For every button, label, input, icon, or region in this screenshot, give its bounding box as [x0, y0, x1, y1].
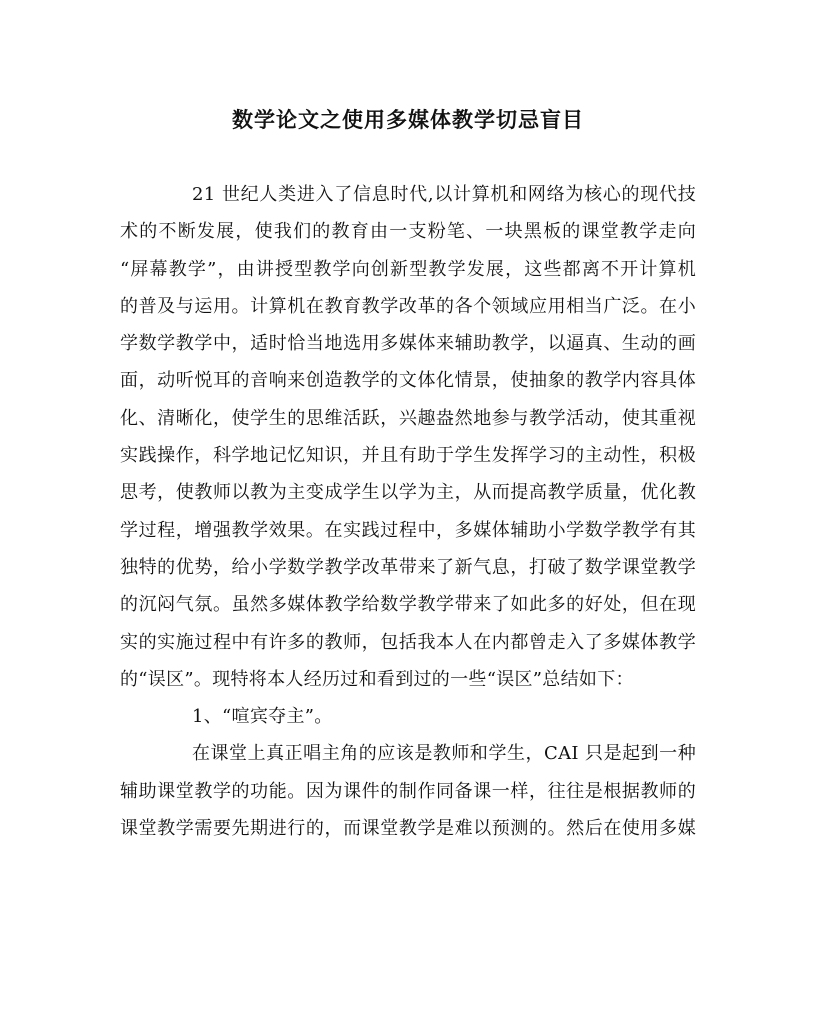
paragraph-line: 化、清晰化，使学生的思维活跃，兴趣盎然地参与教学活动，使其重视	[120, 407, 696, 429]
paragraph-line: 学数学教学中，适时恰当地选用多媒体来辅助教学，以逼真、生动的画	[120, 333, 696, 355]
paragraph-line: 的普及与运用。计算机在教育教学改革的各个领域应用相当广泛。在小	[120, 295, 696, 317]
section-heading: 1、“喧宾夺主”。	[192, 706, 333, 728]
paragraph-line: 学过程，增强教学效果。在实践过程中，多媒体辅助小学数学教学有其	[120, 519, 696, 541]
paragraph-line: 在课堂上真正唱主角的应该是教师和学生，CAI 只是起到一种	[192, 743, 696, 765]
paragraph-line: 面，动听悦耳的音响来创造教学的文体化情景，使抽象的教学内容具体	[120, 370, 696, 392]
paragraph-line: 的沉闷气氛。虽然多媒体教学给数学教学带来了如此多的好处，但在现	[120, 594, 696, 616]
paragraph-line: “屏幕教学”，由讲授型教学向创新型教学发展，这些都离不开计算机	[120, 258, 696, 280]
paragraph-line: 思考，使教师以教为主变成学生以学为主，从而提高教学质量，优化教	[120, 482, 696, 504]
document-title: 数学论文之使用多媒体教学切忌盲目	[232, 107, 584, 132]
paragraph-line: 独特的优势，给小学数学教学改革带来了新气息，打破了数学课堂教学	[120, 556, 696, 578]
document-body	[120, 176, 696, 847]
paragraph-line: 实的实施过程中有许多的教师，包括我本人在内都曾走入了多媒体教学	[120, 631, 696, 653]
paragraph-line: 辅助课堂教学的功能。因为课件的制作同备课一样，往往是根据教师的	[120, 780, 696, 802]
paragraph-line: 的“误区”。现特将本人经历过和看到过的一些“误区”总结如下：	[120, 668, 634, 690]
paragraph-line: 21 世纪人类进入了信息时代,以计算机和网络为核心的现代技	[192, 184, 696, 205]
paragraph-line: 术的不断发展，使我们的教育由一支粉笔、一块黑板的课堂教学走向	[120, 221, 696, 243]
paragraph-line: 实践操作，科学地记忆知识，并且有助于学生发挥学习的主动性，积极	[120, 445, 696, 467]
paragraph-line: 课堂教学需要先期进行的，而课堂教学是难以预测的。然后在使用多媒	[120, 818, 696, 840]
